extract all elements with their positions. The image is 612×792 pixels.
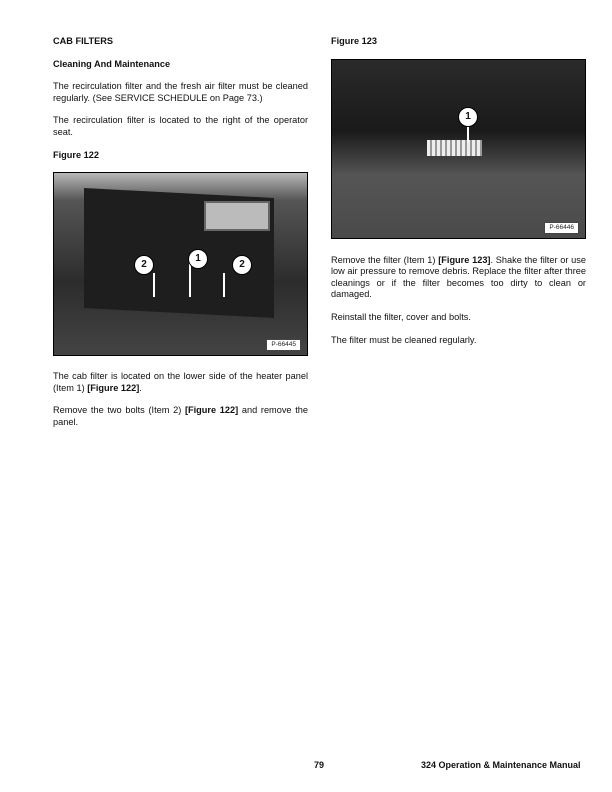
figure-reference: [Figure 122] <box>184 405 239 416</box>
paragraph: The filter must be cleaned regularly. <box>331 334 477 345</box>
subsection-title: Cleaning And Maintenance <box>53 58 171 69</box>
paragraph: Reinstall the filter, cover and bolts. <box>331 311 471 322</box>
figure-reference: [Figure 122] <box>87 382 140 393</box>
paragraph: Remove the two bolts (Item 2) [Figure 122] and remove the panel. <box>53 405 308 427</box>
section-title: CAB FILTERS <box>53 36 114 46</box>
callout-1: 1 <box>458 107 478 127</box>
arrow <box>153 273 155 297</box>
photo-id: P-66446 <box>544 222 579 234</box>
callout-1: 1 <box>188 249 208 269</box>
filter <box>427 140 482 156</box>
page-number: 79 <box>314 760 325 770</box>
figure-123-photo <box>331 59 586 239</box>
manual-title: 324 Operation & Maintenance Manual <box>421 760 581 770</box>
left-column <box>53 36 308 440</box>
figure-title: Figure 122 <box>53 149 99 160</box>
callout-2: 2 <box>134 255 154 275</box>
paragraph: The recirculation filter and the fresh air filter must be cleaned regularly. (See SERVICE SCHEDULE on Page 73.) <box>53 81 308 103</box>
figure-title: Figure 123 <box>331 36 377 46</box>
paragraph: The cab filter is located on the lower side of the heater panel (Item 1) [Figure 122]. <box>53 371 308 393</box>
figure-reference: [Figure 123] <box>438 254 491 265</box>
figure-122-photo <box>53 172 308 356</box>
arrow <box>223 273 225 297</box>
paragraph: Remove the filter (Item 1) [Figure 123]. Shake the filter or use low air pressure to remove debris. Replace the filter after three cleanings or if the filter becomes too dirty to clean or damaged. <box>331 254 586 300</box>
paragraph: The recirculation filter is located to the right of the operator seat. <box>53 115 308 137</box>
vent-grille <box>204 201 270 231</box>
arrow <box>189 263 191 297</box>
photo-id: P-66445 <box>266 339 301 351</box>
callout-2: 2 <box>232 255 252 275</box>
right-column <box>331 36 586 357</box>
